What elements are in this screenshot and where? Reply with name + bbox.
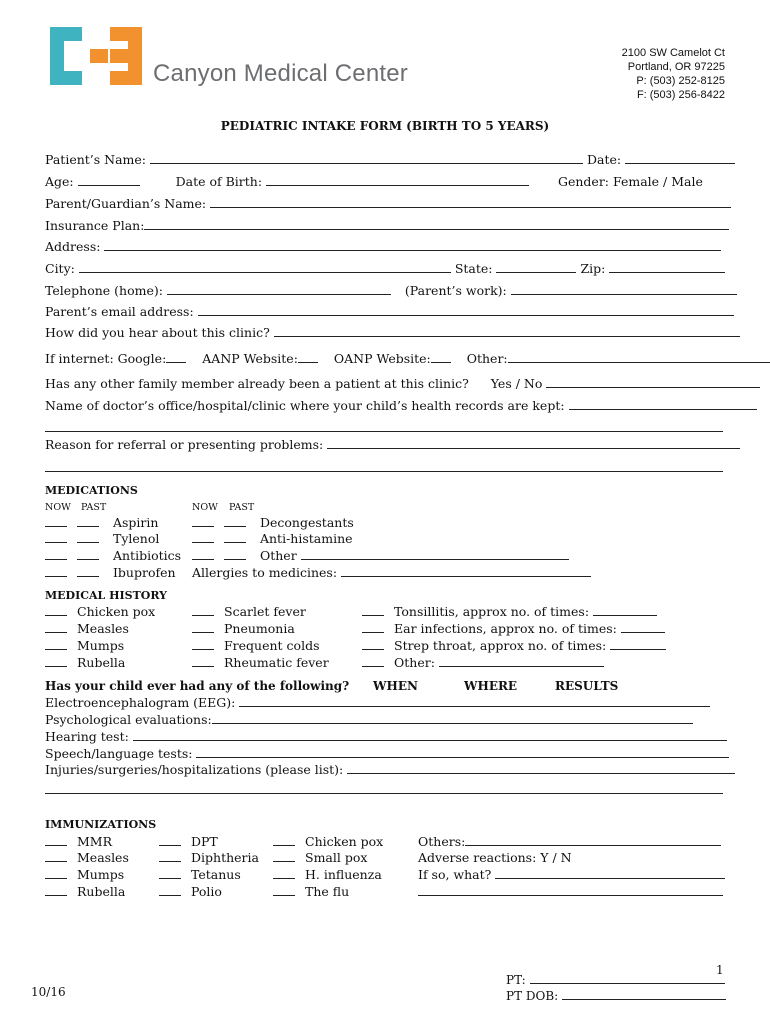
imm-mumps[interactable]: Mumps (45, 867, 124, 882)
referral-row[interactable]: Reason for referral or presenting problems: (45, 437, 740, 452)
email-row[interactable]: Parent’s email address: (45, 304, 734, 319)
hist-tonsillitis[interactable]: Tonsillitis, approx no. of times: (362, 604, 657, 619)
medications-heading: MEDICATIONS (45, 484, 138, 497)
imm-the-flu[interactable]: The flu (273, 884, 349, 899)
history-heading: MEDICAL HISTORY (45, 589, 168, 602)
hist-chicken-pox[interactable]: Chicken pox (45, 604, 155, 619)
med-antihistamine[interactable]: Anti-histamine (192, 531, 353, 546)
hist-ear-infections[interactable]: Ear infections, approx no. of times: (362, 621, 665, 636)
hist-rubella[interactable]: Rubella (45, 655, 125, 670)
where-header: WHERE (464, 679, 518, 693)
hist-pneumonia[interactable]: Pneumonia (192, 621, 295, 636)
imm-others[interactable]: Others: (418, 834, 721, 849)
imm-small-pox[interactable]: Small pox (273, 850, 367, 865)
pt-row[interactable]: PT: (506, 972, 725, 987)
immunizations-heading: IMMUNIZATIONS (45, 818, 157, 831)
test-hearing[interactable]: Hearing test: (45, 729, 727, 744)
family-row[interactable]: Has any other family member already been a patient at this clinic? Yes / No (45, 376, 760, 391)
test-psych[interactable]: Psychological evaluations: (45, 712, 693, 727)
now-label: NOW (45, 502, 71, 513)
canyon-logo-icon (50, 27, 142, 85)
tests-heading: Has your child ever had any of the following? (45, 679, 350, 693)
telephone-row[interactable]: Telephone (home): (Parent’s work): (45, 283, 737, 298)
guardian-row[interactable]: Parent/Guardian’s Name: (45, 196, 731, 211)
form-title: PEDIATRIC INTAKE FORM (BIRTH TO 5 YEARS) (220, 119, 550, 133)
imm-diphtheria[interactable]: Diphtheria (159, 850, 259, 865)
clinic-address: 2100 SW Camelot Ct Portland, OR 97225 P: (503) 252-8125 F: (503) 256-8422 (621, 47, 725, 101)
hist-frequent-colds[interactable]: Frequent colds (192, 638, 319, 653)
med-ibuprofen[interactable]: Ibuprofen (45, 565, 176, 580)
test-speech[interactable]: Speech/language tests: (45, 746, 729, 761)
if-so-line-2[interactable] (418, 895, 723, 896)
past-label: PAST (81, 502, 107, 513)
imm-polio[interactable]: Polio (159, 884, 222, 899)
imm-h-influenza[interactable]: H. influenza (273, 867, 382, 882)
allergies-row[interactable]: Allergies to medicines: (192, 565, 591, 580)
hist-scarlet-fever[interactable]: Scarlet fever (192, 604, 306, 619)
gender-field[interactable]: Gender: Female / Male (558, 174, 703, 189)
patient-name-row[interactable]: Patient’s Name: Date: (45, 152, 735, 167)
med-aspirin[interactable]: Aspirin (45, 515, 158, 530)
med-decongestants[interactable]: Decongestants (192, 515, 354, 530)
records-row[interactable]: Name of doctor’s office/hospital/clinic where your child’s health records are kept: (45, 398, 757, 413)
age-row[interactable]: Age: Date of Birth: (45, 174, 529, 189)
insurance-row[interactable]: Insurance Plan: (45, 218, 729, 233)
referral-line-2[interactable] (45, 471, 723, 472)
med-antibiotics[interactable]: Antibiotics (45, 548, 181, 563)
hist-other[interactable]: Other: (362, 655, 604, 670)
page-number: 1 (716, 963, 724, 977)
imm-tetanus[interactable]: Tetanus (159, 867, 241, 882)
med-other[interactable]: Other (192, 548, 569, 563)
hist-measles[interactable]: Measles (45, 621, 129, 636)
imm-mmr[interactable]: MMR (45, 834, 112, 849)
hear-row[interactable]: How did you hear about this clinic? (45, 325, 740, 340)
when-header: WHEN (373, 679, 418, 693)
injuries-line-2[interactable] (45, 793, 723, 794)
results-header: RESULTS (555, 679, 619, 693)
hist-strep-throat[interactable]: Strep throat, approx no. of times: (362, 638, 666, 653)
logo-text: Canyon Medical Center (153, 60, 408, 87)
form-version: 10/16 (31, 985, 66, 999)
internet-row[interactable]: If internet: Google: AANP Website: OANP Website: Other: (45, 351, 770, 366)
med-tylenol[interactable]: Tylenol (45, 531, 159, 546)
adverse-reactions[interactable]: Adverse reactions: Y / N (418, 850, 572, 865)
hist-mumps[interactable]: Mumps (45, 638, 124, 653)
past-label-2: PAST (229, 502, 255, 513)
records-line-2[interactable] (45, 431, 723, 432)
pt-dob-row[interactable]: PT DOB: (506, 988, 726, 1003)
imm-rubella[interactable]: Rubella (45, 884, 125, 899)
test-injuries[interactable]: Injuries/surgeries/hospitalizations (please list): (45, 762, 735, 777)
address-row[interactable]: Address: (45, 239, 721, 254)
now-label-2: NOW (192, 502, 218, 513)
if-so-row[interactable]: If so, what? (418, 867, 725, 882)
imm-chicken-pox[interactable]: Chicken pox (273, 834, 383, 849)
imm-dpt[interactable]: DPT (159, 834, 218, 849)
test-eeg[interactable]: Electroencephalogram (EEG): (45, 695, 710, 710)
imm-measles[interactable]: Measles (45, 850, 129, 865)
hist-rheumatic-fever[interactable]: Rheumatic fever (192, 655, 329, 670)
city-row[interactable]: City: State: Zip: (45, 261, 725, 276)
